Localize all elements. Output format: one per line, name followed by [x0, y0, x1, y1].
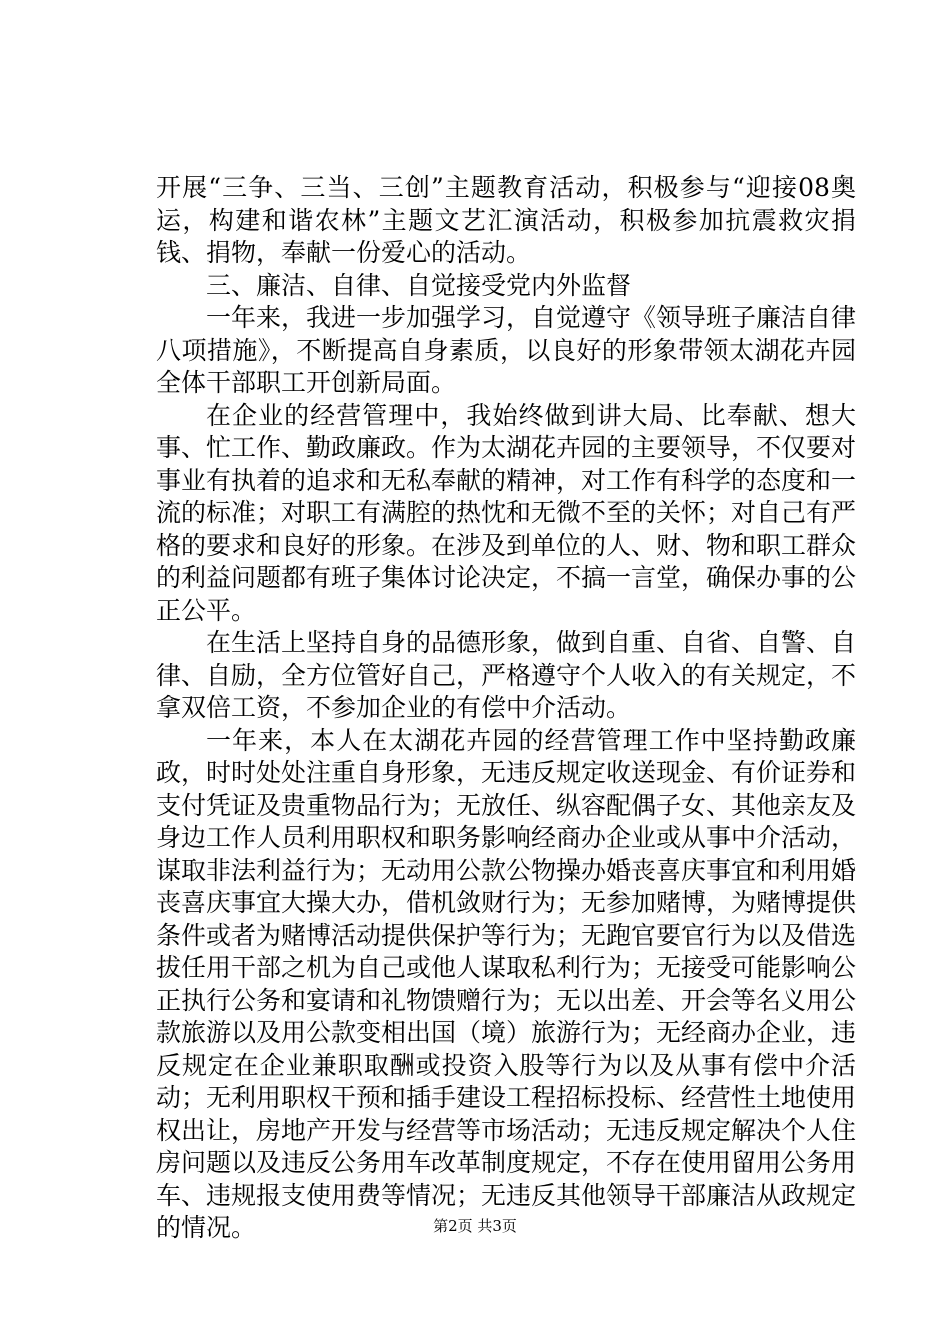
paragraph-continuation: 开展“三争、三当、三创”主题教育活动，积极参与“迎接08奥运，构建和谐农林”主题文艺汇演活动，积极参加抗震救灾捐钱、捐物，奉献一份爱心的活动。 — [156, 173, 856, 267]
paragraph-management: 在企业的经营管理中，我始终做到讲大局、比奉献、想大事、忙工作、勤政廉政。作为太湖花卉园的主要领导，不仅要对事业有执着的追求和无私奉献的精神，对工作有科学的态度和一流的标准；对职工有满腔的热忱和无微不至的关怀；对自己有严格的要求和良好的形象。在涉及到单位的人、财、物和职工群众的利益问题都有班子集体讨论决定，不搞一言堂，确保办事的公正公平。 — [156, 400, 857, 625]
section-heading: 三、廉洁、自律、自觉接受党内外监督 — [206, 270, 632, 300]
paragraph-integrity-record: 一年来，本人在太湖花卉园的经营管理工作中坚持勤政廉政，时时处处注重自身形象，无违反规定收送现金、有价证券和支付凭证及贵重物品行为；无放任、纵容配偶子女、其他亲友及身边工作人员利用职权和职务影响经商办企业或从事中介活动，谋取非法利益行为；无动用公款公物操办婚丧喜庆事宜和利用婚丧喜庆事宜大操大办，借机敛财行为；无参加赌博，为赌博提供条件或者为赌博活动提供保护等行为；无跑官要官行为以及借选拔任用干部之机为自己或他人谋取私利行为；无接受可能影响公正执行公务和宴请和礼物馈赠行为；无以出差、开会等名义用公款旅游以及用公款变相出国（境）旅游行为；无经商办企业，违反规定在企业兼职取酬或投资入股等行为以及从事有偿中介活动；无利用职权干预和插手建设工程招标投标、经营性土地使用权出让，房地产开发与经营等市场活动；无违反规定解决个人住房问题以及违反公务用车改革制度规定，不存在使用留用公务用车、违规报支使用费等情况；无违反其他领导干部廉洁从政规定的情况。 — [156, 725, 857, 1242]
paragraph-study: 一年来，我进一步加强学习，自觉遵守《领导班子廉洁自律八项措施》，不断提高自身素质，以良好的形象带领太湖花卉园全体干部职工开创新局面。 — [156, 303, 857, 397]
paragraph-personal-life: 在生活上坚持自身的品德形象，做到自重、自省、自警、自律、自励，全方位管好自己，严格遵守个人收入的有关规定，不拿双倍工资，不参加企业的有偿中介活动。 — [156, 628, 857, 722]
page-number-footer: 第2页 共3页 — [433, 1217, 517, 1235]
document-body — [156, 172, 856, 1245]
